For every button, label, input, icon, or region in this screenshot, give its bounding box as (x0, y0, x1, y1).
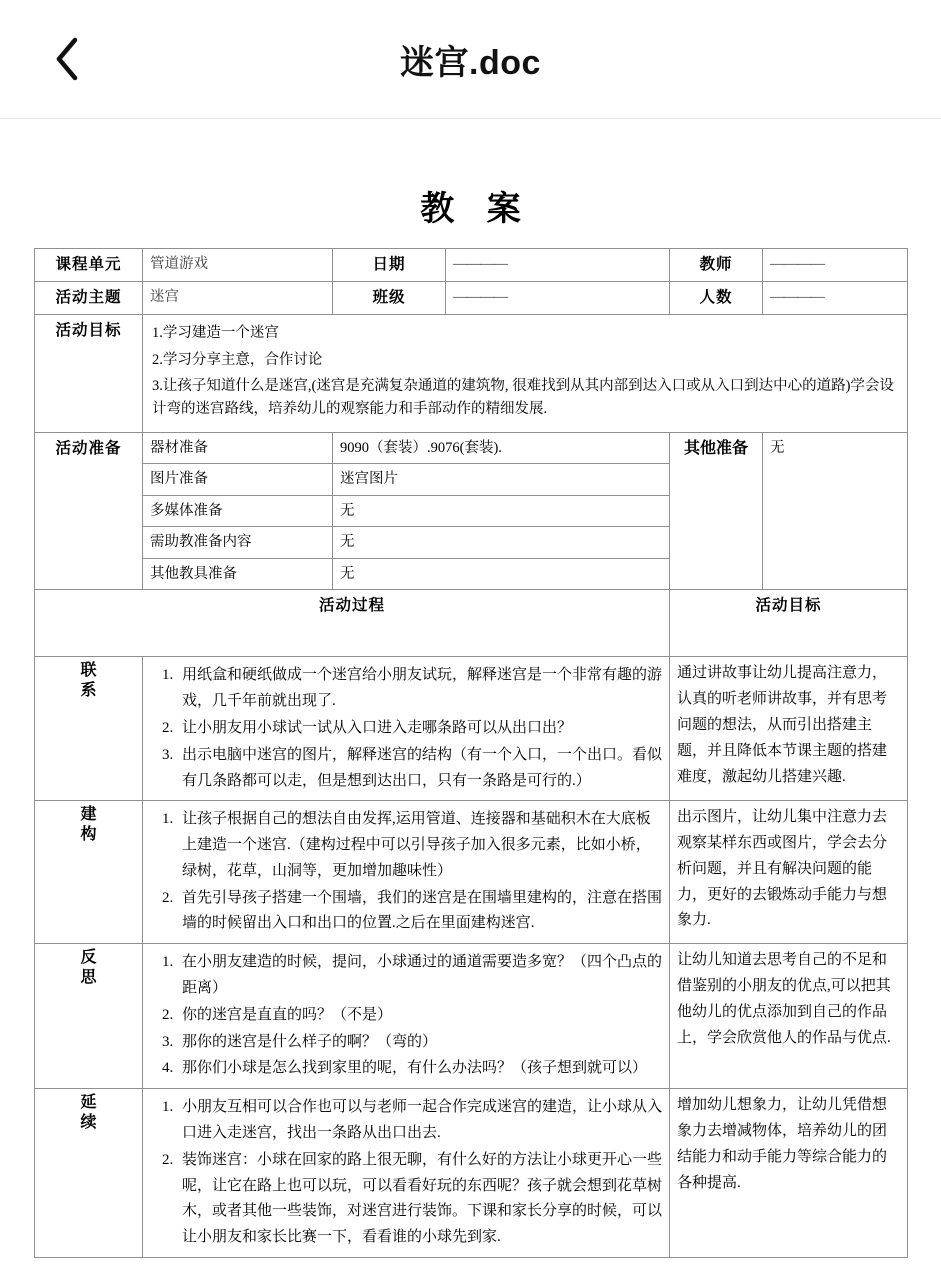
section-content-jiangou (143, 801, 670, 944)
table-row (35, 249, 908, 282)
process-item: 4. 那你们小球是怎么找到家里的呢，有什么办法吗？（孩子想到就可以） (177, 1056, 662, 1082)
label-teacher: 教师 (670, 249, 763, 282)
label-activity-preparation: 活动准备 (35, 432, 143, 589)
section-label-text: 延 续 (80, 1094, 97, 1132)
label-activity-theme: 活动主题 (35, 282, 143, 315)
aim-text: 通过讲故事让幼儿提高注意力，认真的听老师讲故事，并有思考问题的想法，从而引出搭建主题，并且降低本节课主题的搭建难度，激起幼儿搭建兴趣. (677, 665, 888, 785)
prep-name: 其他教具准备 (143, 558, 333, 589)
page-title: 迷宫.doc (400, 43, 541, 82)
process-item: 1. 用纸盒和硬纸做成一个迷宫给小朋友试玩，解释迷宫是一个非常有趣的游戏，几千年前就出现了. (177, 663, 662, 715)
aim-text: 出示图片，让幼儿集中注意力去观察某样东西或图片，学会去分析问题，并且有解决问题的能力，更好的去锻炼动手能力与想象力. (677, 809, 888, 929)
process-item: 3. 出示电脑中迷宫的图片，解释迷宫的结构（有一个入口，一个出口。看似有几条路都可以走，但是想到达出口，只有一条路是可行的.） (177, 743, 662, 795)
prep-name: 器材准备 (143, 432, 333, 463)
section-label-lianxi (35, 657, 143, 801)
process-item: 2. 装饰迷宫：小球在回家的路上很无聊，有什么好的方法让小球更开心一些呢，让它在路上也可以玩，可以看看好玩的东西呢？孩子就会想到花草树木，或者其他一些装饰，对迷宫进行装饰。下课和家长分享的时候，可以让小朋友和家长比赛一下，看看谁的小球先到家. (177, 1148, 662, 1251)
section-content-yanxu (143, 1089, 670, 1258)
table-row-section (35, 944, 908, 1089)
section-aim-jiangou (670, 801, 908, 944)
table-row (35, 282, 908, 315)
prep-name: 图片准备 (143, 464, 333, 495)
document-viewport (0, 181, 941, 1258)
section-label-fansi (35, 944, 143, 1089)
prep-value: 无 (333, 558, 670, 589)
label-course-unit: 课程单元 (35, 249, 143, 282)
section-label-jiangou (35, 801, 143, 944)
chevron-left-icon (53, 36, 81, 82)
objective-item: 1.学习建造一个迷宫 (152, 325, 279, 342)
lesson-plan-table (34, 248, 908, 1258)
process-item: 2. 首先引导孩子搭建一个围墙，我们的迷宫是在围墙里建构的，注意在搭围墙的时候留出入口和出口的位置.之后在里面建构迷宫. (177, 886, 662, 938)
label-class: 班级 (333, 282, 446, 315)
prep-name: 需助教准备内容 (143, 527, 333, 558)
prep-value: 无 (333, 495, 670, 526)
app-header-bar (0, 0, 941, 119)
header-activity-process: 活动过程 (35, 590, 670, 657)
label-other-preparation (670, 432, 763, 589)
table-row-section (35, 801, 908, 944)
prep-name: 多媒体准备 (143, 495, 333, 526)
section-content-lianxi (143, 657, 670, 801)
table-row-preparation (35, 432, 908, 463)
objective-item: 3.让孩子知道什么是迷宫,(迷宫是充满复杂通道的建筑物, 很难找到从其内部到达入口或从入口到达中心的道路)学会设计弯的迷宫路线，培养幼儿的观察能力和手部动作的精细发展. (152, 378, 894, 418)
value-class: ———— (446, 282, 670, 315)
value-date: ———— (446, 249, 670, 282)
process-item: 3. 那你的迷宫是什么样子的啊？（弯的） (177, 1030, 662, 1056)
section-label-yanxu (35, 1089, 143, 1258)
aim-text: 让幼儿知道去思考自己的不足和借鉴别的小朋友的优点,可以把其他幼儿的优点添加到自己的作品上，学会欣赏他人的作品与优点. (677, 952, 891, 1046)
value-teacher: ———— (763, 249, 908, 282)
value-activity-objectives (143, 315, 908, 433)
section-label-text: 联 系 (80, 662, 97, 700)
section-aim-lianxi (670, 657, 908, 801)
other-preparation-text: 其他准备 (683, 439, 748, 457)
section-aim-yanxu (670, 1089, 908, 1258)
header-activity-goal: 活动目标 (670, 590, 908, 657)
aim-text: 增加幼儿想象力，让幼儿凭借想象力去增减物体，培养幼儿的团结能力和动手能力等综合能力的各种提高. (677, 1097, 888, 1191)
table-row-section (35, 1089, 908, 1258)
value-student-count: ———— (763, 282, 908, 315)
process-item: 1. 让孩子根据自己的想法自由发挥,运用管道、连接器和基础积木在大底板上建造一个迷宫.（建构过程中可以引导孩子加入很多元素，比如小桥，绿树，花草，山洞等，更加增加趣味性） (177, 807, 662, 884)
section-label-text: 建 构 (80, 806, 97, 844)
process-item: 2. 让小朋友用小球试一试从入口进入走哪条路可以从出口出？ (177, 716, 662, 742)
document-heading: 教 案 (420, 191, 533, 228)
section-aim-fansi (670, 944, 908, 1089)
section-content-fansi (143, 944, 670, 1089)
value-activity-theme: 迷宫 (143, 282, 333, 315)
process-item: 1. 小朋友互相可以合作也可以与老师一起合作完成迷宫的建造，让小球从入口进入走迷宫，找出一条路从出口出去. (177, 1095, 662, 1147)
label-student-count: 人数 (670, 282, 763, 315)
objective-item: 2.学习分享主意，合作讨论 (152, 351, 323, 368)
prep-value: 迷宫图片 (333, 464, 670, 495)
process-item: 2. 你的迷宫是直直的吗？（不是） (177, 1003, 662, 1029)
value-course-unit: 管道游戏 (143, 249, 333, 282)
table-row-objectives (35, 315, 908, 433)
table-row-section (35, 657, 908, 801)
section-label-text: 反 思 (80, 949, 97, 987)
back-button[interactable] (44, 30, 90, 88)
prep-value: 无 (333, 527, 670, 558)
value-other-preparation: 无 (763, 432, 908, 589)
label-activity-objectives: 活动目标 (35, 315, 143, 433)
process-item: 1. 在小朋友建造的时候，提问，小球通过的通道需要造多宽？（四个凸点的距离） (177, 950, 662, 1002)
label-date: 日期 (333, 249, 446, 282)
prep-value: 9090（套装）.9076(套装). (333, 432, 670, 463)
table-row-process-header (35, 590, 908, 657)
